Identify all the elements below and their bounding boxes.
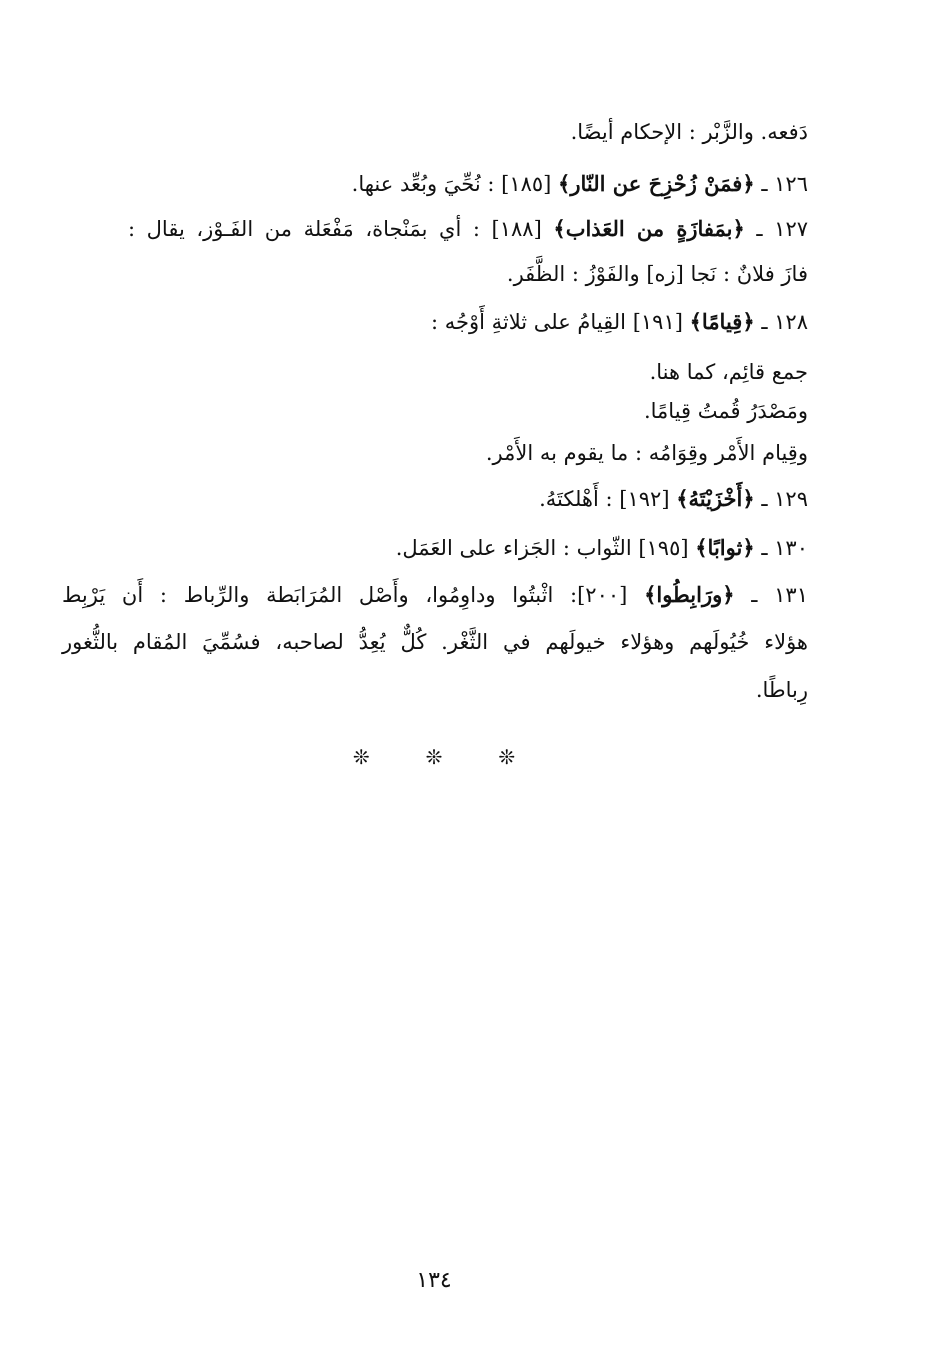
entry-text: [١٨٥] : نُحِّيَ وبُعِّد عنها. — [351, 172, 559, 196]
entry-126 — [352, 169, 808, 199]
asterism-icon: ❊ — [498, 745, 516, 769]
entry-text: [١٨٨] : أي بمَنْجاة، مَفْعَلة من الفَـوْز، يقال : — [128, 217, 554, 241]
quran-quote: ﴿ثوابًا﴾ — [695, 535, 755, 560]
entry-130 — [396, 533, 808, 563]
entry-text: [١٩١] القِيامُ على ثلاثةِ أَوْجُه : — [430, 310, 690, 334]
entry-number: ١٢٩ ـ — [754, 487, 808, 511]
text-line — [650, 357, 808, 387]
line-text: وقِيام الأَمْر وقِوَامُه : ما يقوم به الأَمْر. — [485, 441, 808, 465]
entry-127 — [128, 214, 808, 244]
text-line — [756, 675, 808, 705]
text-line — [507, 259, 808, 289]
text-line — [644, 396, 808, 426]
entry-number: ١٢٦ ـ — [754, 172, 808, 196]
section-separator — [0, 745, 868, 769]
line-text: هؤلاء خُيُولَهم وهؤلاء خيولَهم في الثَّغْر. كُلٌّ يُعِدُّ لصاحبه، فسُمِّيَ المُقام بالثُّغور — [62, 630, 808, 654]
entry-number: ١٣١ ـ — [734, 583, 808, 607]
quran-quote: ﴿بمَفازَةٍ من العَذاب﴾ — [553, 216, 745, 241]
entry-number: ١٣٠ ـ — [754, 536, 808, 560]
entry-131 — [62, 580, 808, 610]
entry-128 — [431, 307, 808, 337]
text-line — [486, 438, 808, 468]
quran-quote: ﴿قِيامًا﴾ — [689, 309, 755, 334]
line-text: ومَصْدَرُ قُمتُ قِيامًا. — [643, 399, 808, 423]
line-text: فازَ فلانٌ : نَجا [زه] والفَوْزُ : الظَّفَر. — [506, 262, 808, 286]
entry-text: [٢٠٠]: اثْبتُوا وداوِمُوا، وأَصْل المُرَابَطة والرِّباط : أَن يَرْبِط — [62, 583, 645, 607]
line-text: رِباطًا. — [755, 678, 808, 702]
asterism-icon: ❊ — [425, 745, 443, 769]
entry-number: ١٢٧ ـ — [744, 217, 809, 241]
page-number: ١٣٤ — [416, 1268, 452, 1293]
line-text: جمع قائِم، كما هنا. — [649, 360, 808, 384]
entry-text: [١٩٥] الثّواب : الجَزاء على العَمَل. — [395, 536, 696, 560]
entry-text: [١٩٢] : أَهْلكتَهُ. — [539, 487, 677, 511]
entry-129 — [539, 484, 808, 514]
entry-number: ١٢٨ ـ — [754, 310, 808, 334]
quran-quote: ﴿ورَابِطُوا﴾ — [644, 582, 735, 607]
text-line — [62, 627, 808, 657]
line-text: دَفعه. والزَّبْر : الإحكام أيضًا. — [570, 120, 808, 144]
quran-quote: ﴿فمَنْ زُحْزِحَ عن النّار﴾ — [558, 171, 755, 196]
asterism-icon: ❊ — [352, 745, 370, 769]
quran-quote: ﴿أَخْزَيْتَهُ﴾ — [676, 486, 755, 511]
text-line — [571, 117, 808, 147]
